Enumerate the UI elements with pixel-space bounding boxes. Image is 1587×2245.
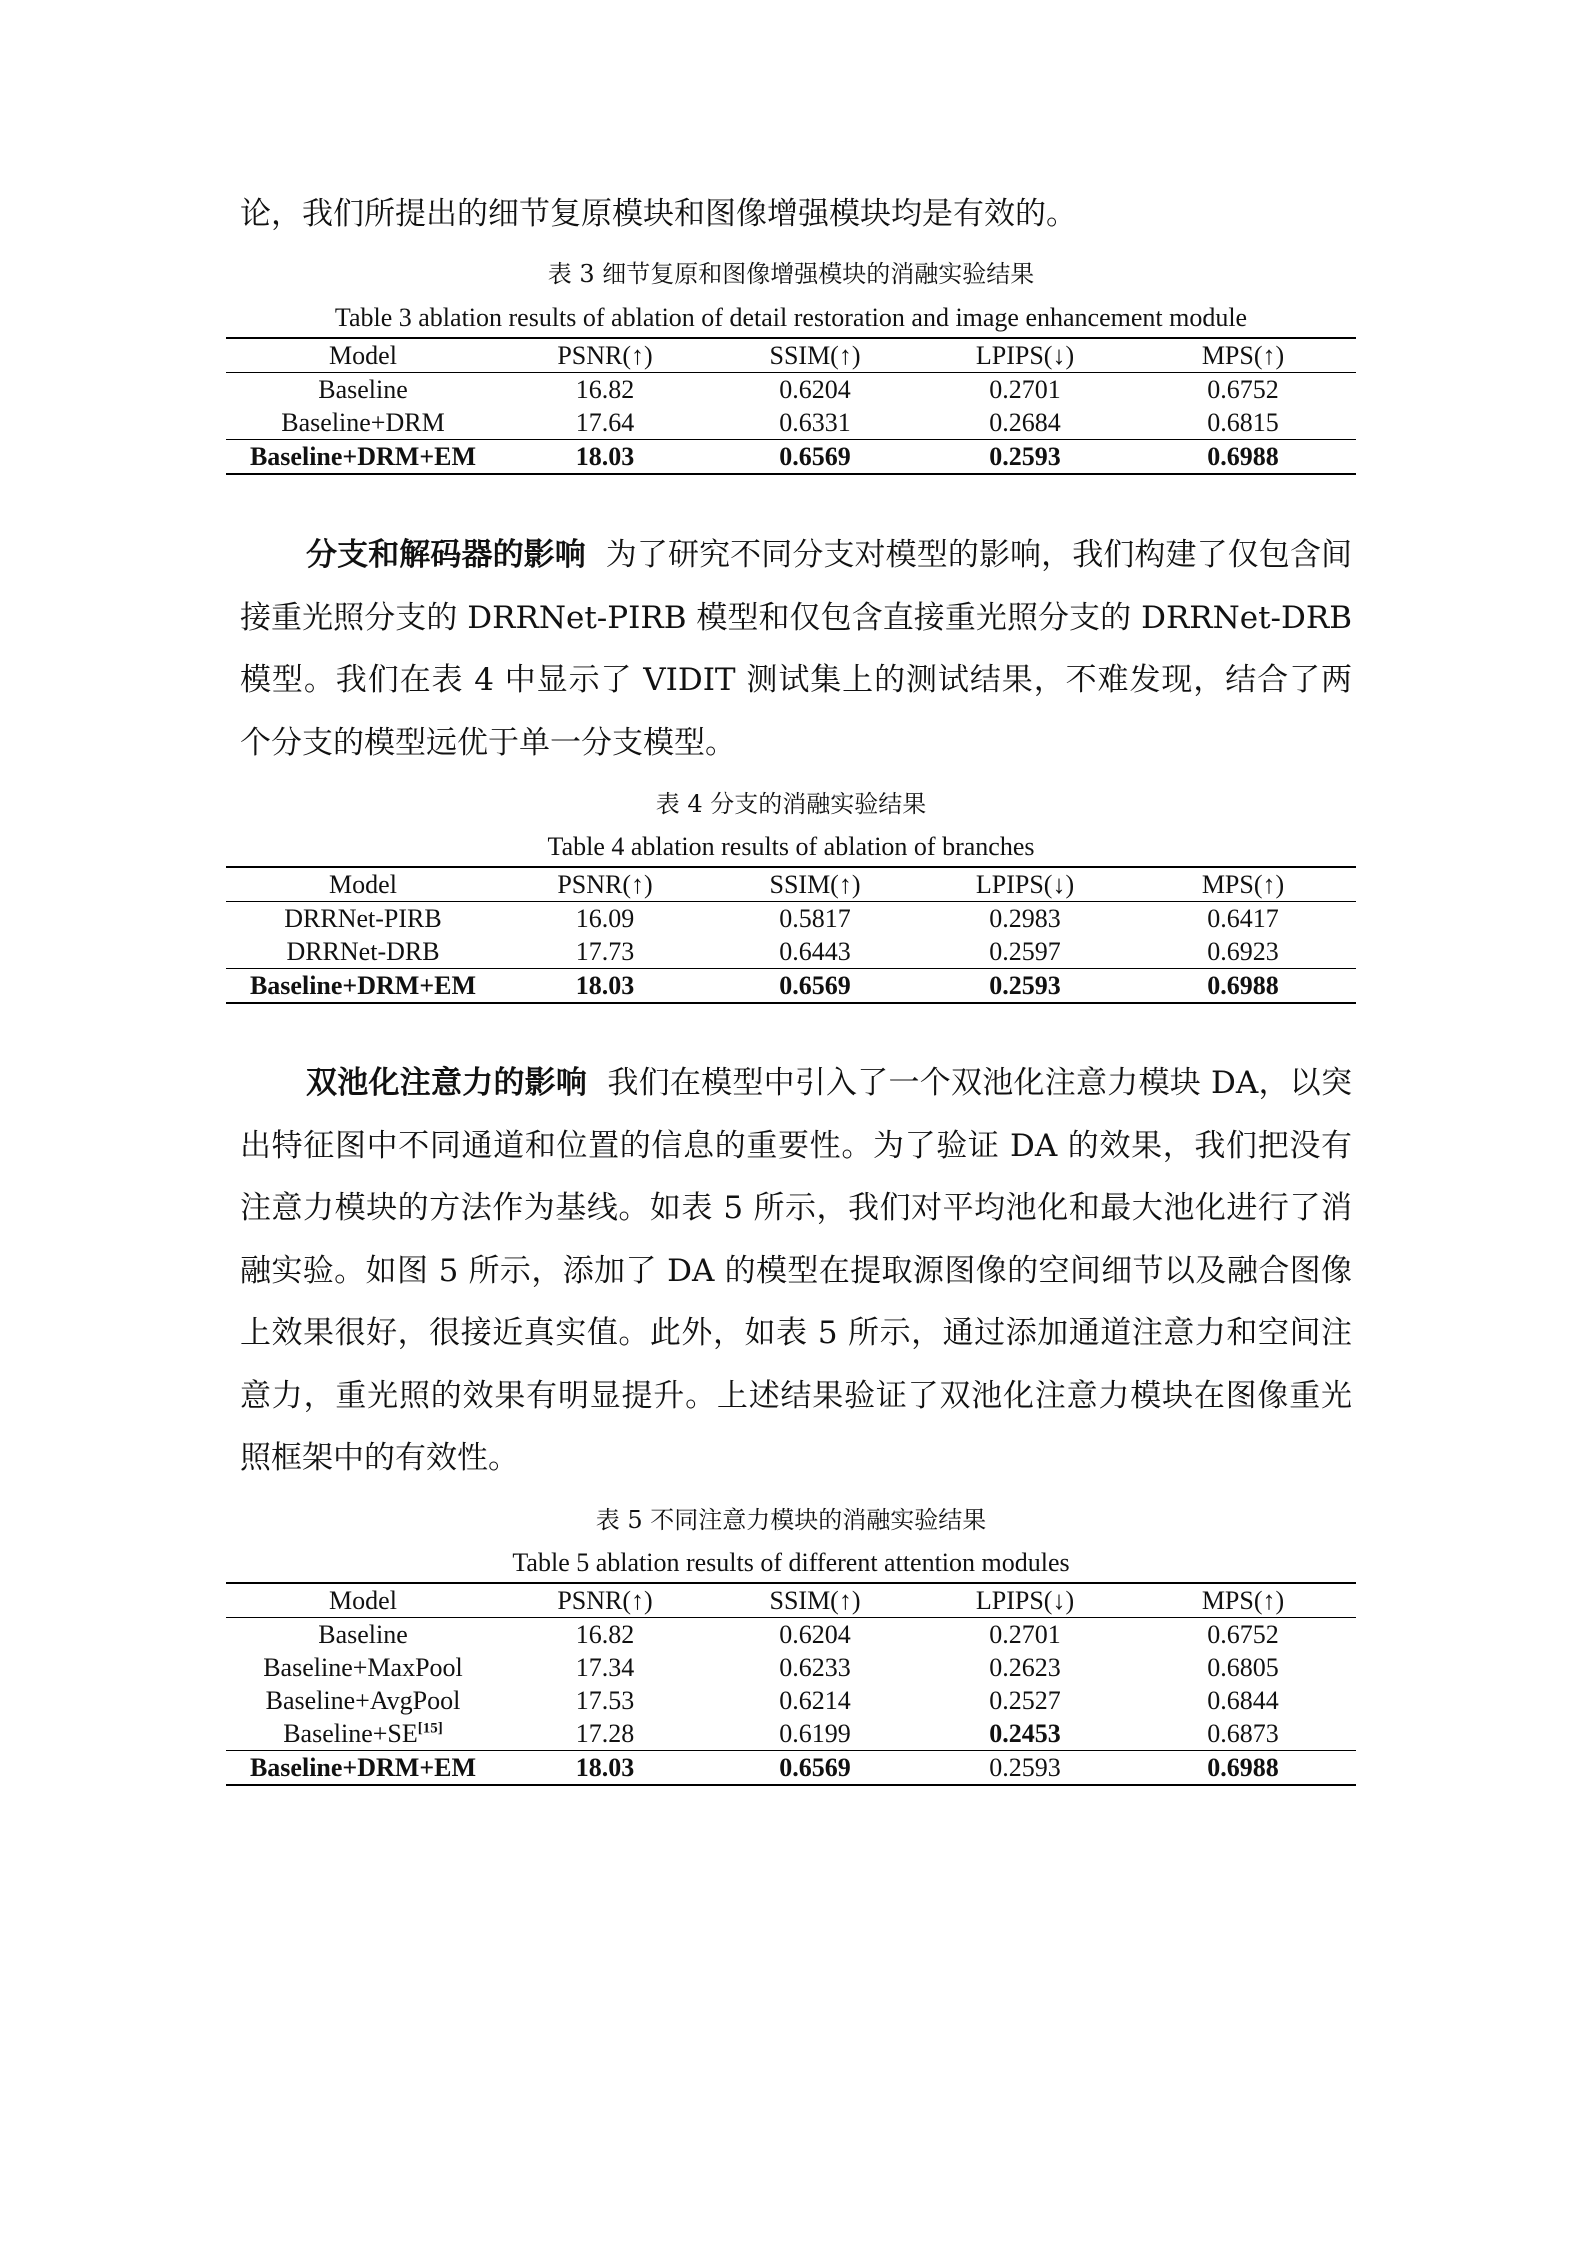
- table-cell: [226, 1717, 500, 1751]
- table-cell: 16.82: [575, 1620, 635, 1649]
- citation-marker: [15]: [417, 1720, 443, 1737]
- table-cell: DRRNet-PIRB: [284, 904, 442, 933]
- table-cell: 0.2597: [989, 937, 1061, 966]
- table-cell: 0.2593: [989, 971, 1061, 1000]
- table-cell: 0.6569: [779, 1753, 851, 1782]
- table-cell: 0.6844: [1207, 1686, 1279, 1715]
- table-row: [226, 440, 1356, 475]
- table-cell: 17.34: [575, 1653, 635, 1682]
- table-cell: Baseline: [318, 375, 408, 404]
- table5-caption-cn: 表 5 不同注意力模块的消融实验结果: [595, 1506, 987, 1534]
- table-cell: 0.6873: [1207, 1719, 1279, 1748]
- table-cell-text: Baseline+SE: [283, 1719, 418, 1748]
- table-cell: Baseline+AvgPool: [265, 1686, 461, 1715]
- table-cell: 17.53: [575, 1686, 635, 1715]
- table-row: [226, 373, 1356, 407]
- table3-header-lpips: LPIPS(↓): [975, 341, 1075, 370]
- table4-header-psnr: PSNR(↑): [557, 870, 653, 899]
- table4-caption-cn: 表 4 分支的消融实验结果: [655, 790, 927, 818]
- table4-header-mps: MPS(↑): [1201, 870, 1285, 899]
- table-row: [226, 1651, 1356, 1684]
- table5-header-mps: MPS(↑): [1201, 1586, 1285, 1615]
- table-cell: 0.6752: [1207, 375, 1279, 404]
- table-cell: 0.2623: [989, 1653, 1061, 1682]
- table-cell: Baseline+MaxPool: [263, 1653, 463, 1682]
- table-cell: DRRNet-DRB: [286, 937, 440, 966]
- table-cell: 0.6204: [779, 1620, 851, 1649]
- table-cell: 0.5817: [779, 904, 851, 933]
- attention-lead: 双池化注意力的影响: [306, 1065, 588, 1101]
- table-cell: 0.6988: [1207, 442, 1279, 471]
- table-cell: 17.64: [575, 408, 635, 437]
- table3-header-row: [226, 338, 1356, 373]
- table-cell: 0.6569: [779, 442, 851, 471]
- table5-caption-en: Table 5 ablation results of different attention modules: [512, 1548, 1070, 1577]
- table-cell: 0.2684: [989, 408, 1061, 437]
- table-cell: 0.2983: [989, 904, 1061, 933]
- table-cell: 16.09: [575, 904, 635, 933]
- table-cell: 17.73: [575, 937, 635, 966]
- table3-header-ssim: SSIM(↑): [769, 341, 861, 370]
- table5-header-psnr: PSNR(↑): [557, 1586, 653, 1615]
- table-cell: 0.2701: [989, 1620, 1061, 1649]
- table-cell: 0.6988: [1207, 971, 1279, 1000]
- table-row: [226, 969, 1356, 1004]
- table-cell: Baseline: [318, 1620, 408, 1649]
- table5: [226, 1582, 1356, 1786]
- table4: [226, 866, 1356, 1004]
- table3-caption-en: Table 3 ablation results of ablation of detail restoration and image enhancement module: [334, 303, 1248, 332]
- table5-header-lpips: LPIPS(↓): [975, 1586, 1075, 1615]
- table-cell: 18.03: [575, 442, 635, 471]
- table-cell: 0.6815: [1207, 408, 1279, 437]
- table-cell: 17.28: [575, 1719, 635, 1748]
- branch-lead: 分支和解码器的影响: [306, 537, 586, 573]
- table-cell: 0.6204: [779, 375, 851, 404]
- table-cell: Baseline+DRM+EM: [249, 1753, 477, 1782]
- table-cell: 0.6988: [1207, 1753, 1279, 1782]
- intro-paragraph: 论，我们所提出的细节复原模块和图像增强模块均是有效的。: [240, 196, 1077, 232]
- table-cell: 16.82: [575, 375, 635, 404]
- table-cell: 0.2453: [989, 1719, 1061, 1748]
- table3-header-model: Model: [329, 341, 397, 370]
- table-cell: 0.6752: [1207, 1620, 1279, 1649]
- table5-header-ssim: SSIM(↑): [769, 1586, 861, 1615]
- branch-paragraph: [240, 524, 1352, 774]
- attention-paragraph: [240, 1052, 1352, 1490]
- table-cell: Baseline+DRM+EM: [249, 442, 477, 471]
- table-cell: 0.6214: [779, 1686, 851, 1715]
- table-cell: 0.2701: [989, 375, 1061, 404]
- table-cell: 0.2593: [989, 1753, 1061, 1782]
- table4-caption-en: Table 4 ablation results of ablation of branches: [547, 832, 1035, 861]
- table-row: [226, 935, 1356, 969]
- table-cell: 18.03: [575, 971, 635, 1000]
- table-cell: 18.03: [575, 1753, 635, 1782]
- table-cell: 0.2527: [989, 1686, 1061, 1715]
- table-cell: 0.6417: [1207, 904, 1279, 933]
- table-cell: 0.6923: [1207, 937, 1279, 966]
- table5-header-row: [226, 1583, 1356, 1618]
- table3-header-psnr: PSNR(↑): [557, 341, 653, 370]
- table-row: [226, 1684, 1356, 1717]
- attention-text: 我们在模型中引入了一个双池化注意力模块 DA，以突出特征图中不同通道和位置的信息的重要性。为了验证 DA 的效果，我们把没有注意力模块的方法作为基线。如表 5 所示，我们对平均池化和最大池化进行了消融实验。如图 5 所示，添加了 DA 的模型在提取源图像的空间细节以及融合图像上效果很好，很接近真实值。此外，如表 5 所示，通过添加通道注意力和空间注意力，重光照的效果有明显提升。上述结果验证了双池化注意力模块在图像重光照框架中的有效性。: [240, 1065, 1353, 1476]
- branch-text: 为了研究不同分支对模型的影响，我们构建了仅包含间接重光照分支的 DRRNet-PIRB 模型和仅包含直接重光照分支的 DRRNet-DRB 模型。我们在表 4 中显示了 VIDIT 测试集上的测试结果，不难发现，结合了两个分支的模型远优于单一分支模型。: [240, 537, 1352, 761]
- table-cell: 0.6443: [779, 937, 851, 966]
- table-cell: 0.6805: [1207, 1653, 1279, 1682]
- table-cell: 0.6199: [779, 1719, 851, 1748]
- table3-header-mps: MPS(↑): [1201, 341, 1285, 370]
- table4-header-lpips: LPIPS(↓): [975, 870, 1075, 899]
- table-cell: 0.6233: [779, 1653, 851, 1682]
- table4-header-row: [226, 867, 1356, 902]
- table-row: [226, 1751, 1356, 1786]
- table3: [226, 337, 1356, 475]
- table-cell: 0.2593: [989, 442, 1061, 471]
- table-row: [226, 406, 1356, 440]
- table4-header-model: Model: [329, 870, 397, 899]
- table5-header-model: Model: [329, 1586, 397, 1615]
- table-row: [226, 1717, 1356, 1751]
- table-row: [226, 902, 1356, 936]
- table-cell: 0.6569: [779, 971, 851, 1000]
- table-cell: Baseline+DRM: [281, 408, 445, 437]
- table-cell: Baseline+DRM+EM: [249, 971, 477, 1000]
- table4-header-ssim: SSIM(↑): [769, 870, 861, 899]
- table-row: [226, 1618, 1356, 1652]
- table3-caption-cn: 表 3 细节复原和图像增强模块的消融实验结果: [547, 260, 1035, 288]
- table-cell: 0.6331: [779, 408, 851, 437]
